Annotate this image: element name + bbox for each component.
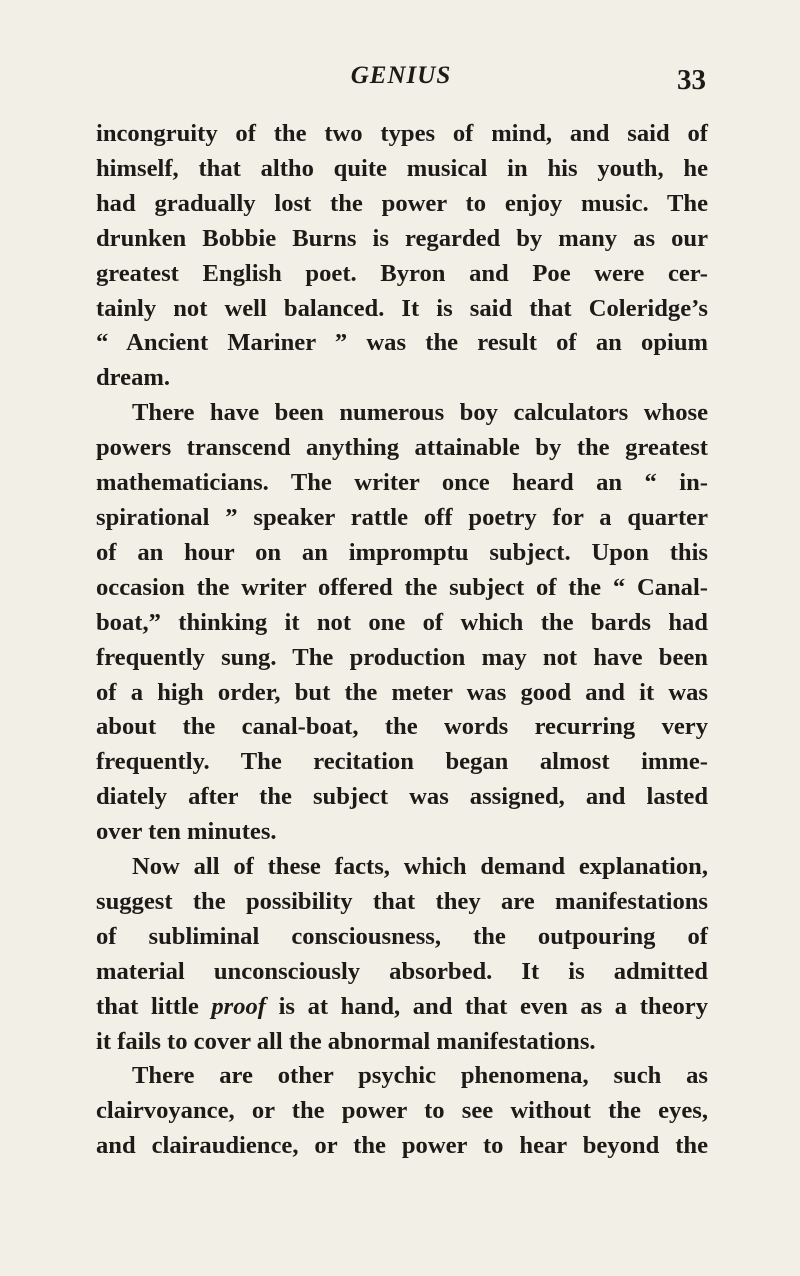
text-line: dream. xyxy=(96,364,170,392)
text-line: himself, that altho quite musical in his youth, he xyxy=(96,154,708,182)
text-line: had gradually lost the power to enjoy music. The xyxy=(96,189,708,217)
text-line: powers transcend anything attainable by the greatest xyxy=(96,434,708,462)
text-line: tainly not well balanced. It is said that Coleridge’s xyxy=(96,294,708,322)
body-text xyxy=(96,117,708,1164)
paragraph-2 xyxy=(96,396,708,850)
text-line: incongruity of the two types of mind, and said of xyxy=(96,120,708,147)
italic-word: proof xyxy=(211,992,266,1020)
paragraph-3 xyxy=(96,850,708,1059)
paragraph-4 xyxy=(96,1059,708,1164)
text-line-with-italic xyxy=(96,990,708,1025)
text-line: spirational ” speaker rattle off poetry for a quarter xyxy=(96,503,708,531)
running-head-title: GENIUS xyxy=(350,62,452,89)
text-line: diately after the subject was assigned, and lasted xyxy=(96,783,708,811)
text-line: mathematicians. The writer once heard an “ in- xyxy=(96,469,708,497)
page-number: 33 xyxy=(677,64,706,96)
text-line: drunken Bobbie Burns is regarded by many as our xyxy=(96,224,708,252)
text-line: frequently. The recitation began almost imme- xyxy=(96,748,708,776)
text-line: There have been numerous boy calculators whose xyxy=(132,399,708,427)
text-line: it fails to cover all the abnormal manifestations. xyxy=(96,1027,596,1055)
text-line: suggest the possibility that they are manifestations xyxy=(96,887,708,915)
paragraph-1 xyxy=(96,117,708,396)
text-line: of a high order, but the meter was good and it was xyxy=(96,678,708,706)
text-line: about the canal-boat, the words recurring very xyxy=(96,713,708,741)
text-line: of subliminal consciousness, the outpouring of xyxy=(96,922,708,950)
text-line: clairvoyance, or the power to see without the eyes, xyxy=(96,1097,708,1125)
text-line: greatest English poet. Byron and Poe were cer- xyxy=(96,259,708,287)
text-line: frequently sung. The production may not have been xyxy=(96,643,708,671)
text-line: material unconsciously absorbed. It is admitted xyxy=(96,957,708,985)
text-line: over ten minutes. xyxy=(96,818,277,846)
text-line: boat,” thinking it not one of which the bards had xyxy=(96,608,708,636)
text-line: Now all of these facts, which demand explanation, xyxy=(132,853,708,881)
running-head xyxy=(96,60,706,100)
text-segment: is at hand, and that even as a theory xyxy=(266,992,708,1020)
text-line: There are other psychic phenomena, such as xyxy=(132,1062,708,1090)
text-line: and clairaudience, or the power to hear beyond the xyxy=(96,1132,708,1160)
text-segment: that little xyxy=(96,992,212,1020)
text-line: occasion the writer offered the subject of the “ Canal- xyxy=(96,573,708,601)
text-line: “ Ancient Mariner ” was the result of an opium xyxy=(96,329,708,357)
text-line: of an hour on an impromptu subject. Upon this xyxy=(96,538,708,566)
